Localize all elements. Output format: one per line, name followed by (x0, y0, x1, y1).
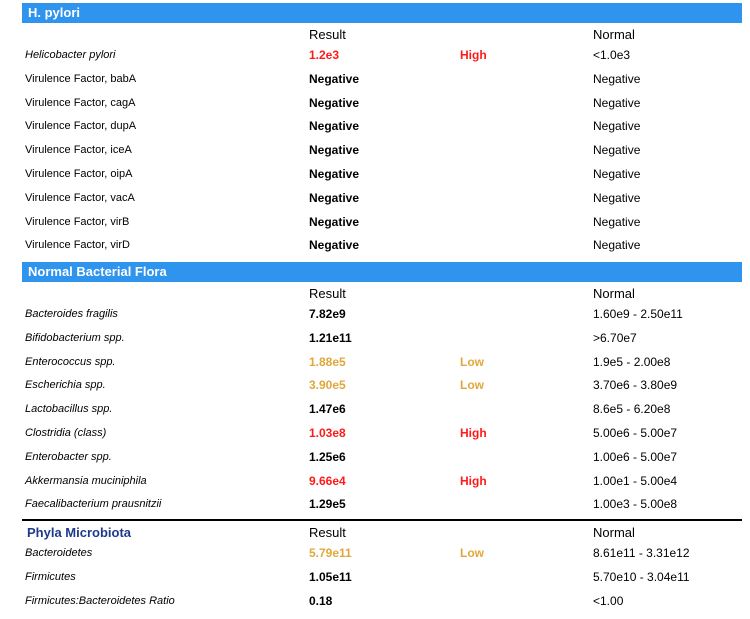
analyte-name: Virulence Factor, virB (25, 215, 130, 228)
result-value: Negative (309, 119, 360, 134)
table-row (0, 589, 750, 613)
result-value: Negative (309, 238, 360, 253)
normal-range: 1.9e5 - 2.00e8 (593, 354, 671, 369)
normal-range: Negative (593, 143, 641, 158)
normal-range: 5.70e10 - 3.04e11 (593, 569, 690, 584)
normal-range: 1.00e6 - 5.00e7 (593, 449, 678, 464)
normal-range: 8.61e11 - 3.31e12 (593, 546, 690, 560)
normal-range: 1.60e9 - 2.50e11 (593, 307, 683, 321)
table-row (0, 302, 750, 326)
normal-column-header: Normal (593, 27, 635, 42)
result-value: 1.05e11 (309, 569, 352, 584)
normal-range: >6.70e7 (593, 330, 637, 345)
result-value: 1.88e5 (309, 354, 346, 369)
result-value: 9.66e4 (309, 473, 346, 488)
analyte-name: Bacteroidetes (25, 547, 93, 559)
section-divider (22, 519, 742, 521)
normal-range: 1.00e3 - 5.00e8 (593, 497, 678, 512)
analyte-name: Virulence Factor, babA (25, 72, 137, 85)
normal-range: Negative (593, 214, 641, 229)
table-row (0, 541, 750, 565)
analyte-name: Clostridia (class) (25, 427, 107, 439)
table-row (0, 186, 750, 210)
result-value: Negative (309, 95, 360, 110)
section-header-flora: Normal Bacterial Flora (22, 262, 742, 282)
normal-column-header: Normal (593, 525, 635, 540)
result-value: 1.2e3 (309, 48, 340, 62)
table-row (0, 233, 750, 257)
result-value: 1.21e11 (309, 330, 352, 345)
analyte-name: Lactobacillus spp. (25, 403, 113, 416)
normal-column-header: Normal (593, 286, 635, 301)
analyte-name: Firmicutes:Bacteroidetes Ratio (25, 594, 175, 607)
result-value: 1.25e6 (309, 449, 346, 464)
table-row (0, 138, 750, 162)
normal-range: Negative (593, 190, 641, 205)
section-header-phyla: Phyla Microbiota (27, 525, 132, 540)
analyte-name: Enterobacter spp. (25, 450, 112, 463)
table-row (0, 114, 750, 138)
normal-range: <1.00 (593, 593, 624, 608)
result-value: 1.03e8 (309, 426, 346, 440)
table-row (0, 91, 750, 115)
result-column-header: Result (309, 286, 346, 301)
table-row (0, 162, 750, 186)
analyte-name: Virulence Factor, cagA (25, 96, 136, 109)
result-value: 1.29e5 (309, 497, 346, 512)
status-flag: Low (460, 378, 484, 393)
normal-range: Negative (593, 95, 641, 110)
status-flag: High (460, 48, 487, 62)
result-value: 0.18 (309, 593, 333, 608)
analyte-name: Helicobacter pylori (25, 49, 116, 61)
table-row (0, 492, 750, 516)
result-value: 1.47e6 (309, 402, 346, 417)
normal-range: Negative (593, 167, 641, 181)
analyte-name: Enterococcus spp. (25, 355, 116, 368)
result-value: Negative (309, 214, 360, 229)
analyte-name: Akkermansia muciniphila (25, 474, 147, 487)
normal-range: 3.70e6 - 3.80e9 (593, 378, 678, 393)
result-value: Negative (309, 190, 360, 205)
normal-range: Negative (593, 238, 641, 253)
analyte-name: Bifidobacterium spp. (25, 331, 125, 344)
result-value: 7.82e9 (309, 307, 346, 321)
analyte-name: Bacteroides fragilis (25, 308, 118, 320)
status-flag: High (460, 426, 487, 440)
table-row (0, 67, 750, 91)
table-row (0, 326, 750, 350)
table-row (0, 43, 750, 67)
normal-range: Negative (593, 71, 641, 86)
analyte-name: Escherichia spp. (25, 379, 106, 392)
cropped-text-fragment (142, 0, 182, 2)
analyte-name: Virulence Factor, iceA (25, 144, 132, 157)
table-row (0, 210, 750, 234)
table-row (0, 565, 750, 589)
normal-range: 8.6e5 - 6.20e8 (593, 402, 671, 417)
status-flag: High (460, 473, 487, 488)
normal-range: 1.00e1 - 5.00e4 (593, 473, 678, 488)
result-value: Negative (309, 143, 360, 158)
table-row (0, 350, 750, 374)
analyte-name: Firmicutes (25, 570, 76, 583)
table-row (0, 373, 750, 397)
analyte-name: Virulence Factor, vacA (25, 191, 135, 204)
result-column-header: Result (309, 525, 346, 540)
table-row (0, 421, 750, 445)
analyte-name: Virulence Factor, oipA (25, 168, 133, 180)
normal-range: <1.0e3 (593, 48, 631, 62)
analyte-name: Virulence Factor, dupA (25, 120, 137, 133)
table-row (0, 397, 750, 421)
result-value: 3.90e5 (309, 378, 346, 393)
status-flag: Low (460, 546, 484, 560)
table-row (0, 445, 750, 469)
result-column-header: Result (309, 27, 346, 42)
result-value: 5.79e11 (309, 546, 352, 560)
result-value: Negative (309, 167, 360, 181)
section-header-hpylori: H. pylori (22, 3, 742, 23)
analyte-name: Virulence Factor, virD (25, 239, 130, 252)
analyte-name: Faecalibacterium prausnitzii (25, 498, 162, 511)
status-flag: Low (460, 354, 484, 369)
normal-range: 5.00e6 - 5.00e7 (593, 426, 678, 440)
normal-range: Negative (593, 119, 641, 134)
result-value: Negative (309, 71, 360, 86)
table-row (0, 469, 750, 493)
